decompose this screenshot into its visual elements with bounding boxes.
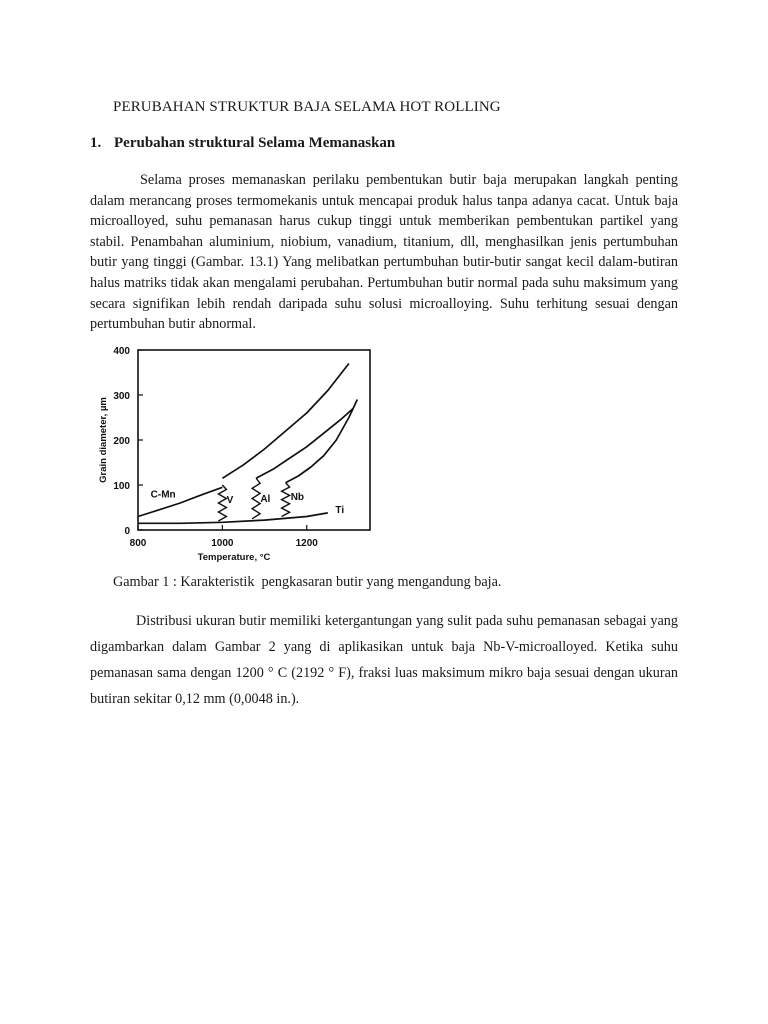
- y-tick-label-0: 0: [124, 526, 130, 537]
- figure-caption: Gambar 1 : Karakteristik pengkasaran butir yang mengandung baja.: [113, 574, 502, 590]
- section-number: 1.: [90, 135, 102, 151]
- transition-zigzag-v: [218, 485, 226, 521]
- series-label-al: Al: [260, 494, 271, 506]
- y-tick-label-400: 400: [113, 346, 130, 357]
- section-heading-text: Perubahan struktural Selama Memanaskan: [114, 135, 396, 151]
- series-label-ti: Ti: [335, 504, 345, 516]
- paragraph-2: Distribusi ukuran butir memiliki ketergantungan yang sulit pada suhu pemanasan sebagai yang digambarkan dalam Gambar 2 yang di aplikasikan untuk baja Nb-V-microalloyed. Ketika suhu pemanasan sama dengan 1200 ° C (2192 ° F), fraksi luas maksimum mikro baja sesuai dengan ukuran butiran sekitar 0,12 mm (0,0048 in.).: [90, 613, 678, 707]
- y-tick-label-300: 300: [113, 391, 130, 402]
- plot-frame: [138, 350, 370, 530]
- series-line-ti: [138, 513, 328, 523]
- y-tick-label-200: 200: [113, 436, 130, 447]
- y-tick-label-100: 100: [113, 481, 130, 492]
- x-tick-label-1000: 1000: [211, 538, 234, 549]
- paragraph-1: Selama proses memanaskan perilaku pembentukan butir baja merupakan langkah penting dalam merancang proses termomekanis untuk mencapai produk halus tanpa adanya cacat. Untuk baja microalloyed, suhu pemanasan harus cukup tinggi untuk memberikan pembentukan partikel yang stabil. Penambahan aluminium, niobium, vanadium, titanium, dll, menghasilkan jenis pertumbuhan butir yang tinggi (Gambar. 13.1) Yang melibatkan pertumbuhan butir-butir sangat kecil dalam-butiran halus matriks tidak akan mengalami perubahan. Pertumbuhan butir normal pada suhu maksimum yang secara signifikan lebih rendah daripada suhu solusi microalloying. Suhu terhitung sesuai dengan pertumbuhan butir abnormal.: [90, 172, 678, 333]
- x-axis-label: Temperature, °C: [197, 552, 271, 563]
- x-tick-label-800: 800: [129, 538, 147, 549]
- x-tick-label-1200: 1200: [295, 538, 318, 549]
- transition-zigzag-al: [252, 478, 260, 519]
- figure-grain-coarsening-chart: [90, 340, 380, 565]
- y-axis-label: Grain diameter, µm: [98, 397, 109, 483]
- transition-zigzag-nb: [282, 483, 290, 517]
- section-heading: [90, 135, 395, 152]
- series-label-nb: Nb: [290, 491, 305, 503]
- series-label-c-mn: C-Mn: [150, 489, 176, 501]
- document-title: PERUBAHAN STRUKTUR BAJA SELAMA HOT ROLLING: [113, 99, 501, 115]
- series-line-nb: [286, 400, 358, 483]
- series-label-v: V: [226, 495, 234, 506]
- chart-svg: [90, 340, 380, 565]
